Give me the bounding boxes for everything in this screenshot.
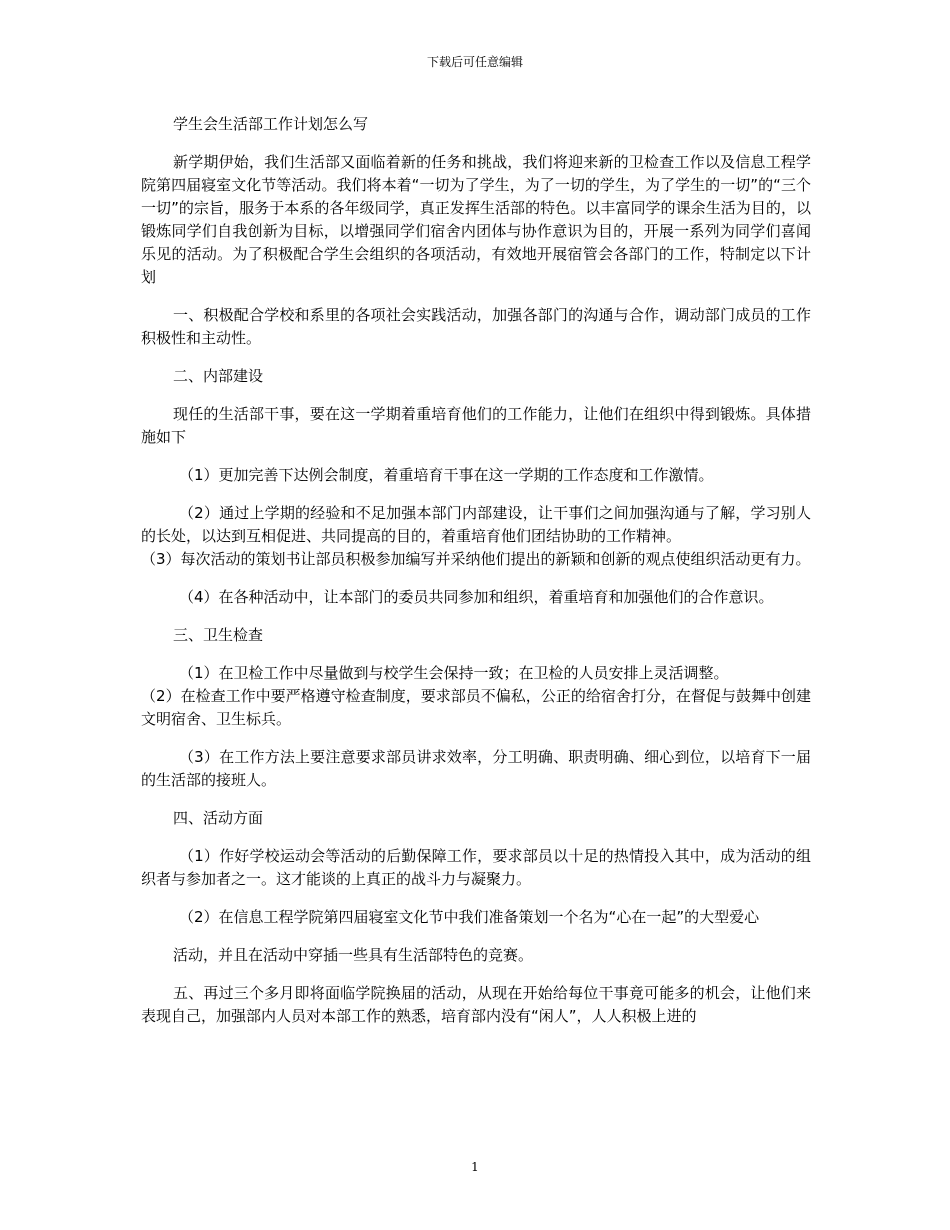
paragraph-intro: 新学期伊始，我们生活部又面临着新的任务和挑战，我们将迎来新的卫检查工作以及信息工程学院第四届寝室文化节等活动。我们将本着“一切为了学生，为了一切的学生，为了学生的一切”的“三个一切”的宗旨，服务于本系的各年级同学，真正发挥生活部的特色。以丰富同学的课余生活为目的，以锻炼同学们自我创新为目标，以增强同学们宿舍内团体与协作意识为目的，开展一系列为同学们喜闻乐见的活动。为了积极配合学生会组织的各项活动，有效地开展宿管会各部门的工作，特制定以下计划 — [141, 153, 811, 286]
page-header: 下载后可任意编辑 — [426, 55, 523, 69]
heading-section-4: 四、活动方面 — [173, 809, 264, 827]
list-item-3-3: （3）在工作方法上要注意要求部员讲求效率，分工明确、职责明确、细心到位，以培育下一届的生活部的接班人。 — [141, 748, 811, 789]
document-title: 学生会生活部工作计划怎么写 — [173, 115, 369, 133]
list-item-4-2: （2）在信息工程学院第四届寝室文化节中我们准备策划一个名为“心在一起”的大型爱心 — [179, 908, 760, 926]
list-item-4-2-continued: 活动，并且在活动中穿插一些具有生活部特色的竞赛。 — [173, 946, 534, 964]
heading-section-2: 二、内部建设 — [173, 367, 264, 385]
list-item-2-2: （2）通过上学期的经验和不足加强本部门内部建设，让干事们之间加强沟通与了解，学习别人的长处，以达到互相促进、共同提高的目的，着重培育他们团结协助的工作精神。 — [141, 504, 811, 545]
list-item-2-3: （3）每次活动的策划书让部员积极参加编写并采纳他们提出的新颖和创新的观点使组织活动更有力。 — [141, 550, 811, 568]
paragraph-section-2-intro: 现任的生活部干事，要在这一学期着重培育他们的工作能力，让他们在组织中得到锻炼。具体措施如下 — [141, 405, 811, 446]
list-item-2-1: （1）更加完善下达例会制度，着重培育干事在这一学期的工作态度和工作激情。 — [179, 466, 714, 484]
list-item-3-2: （2）在检查工作中要严格遵守检查制度，要求部员不偏私，公正的给宿舍打分，在督促与鼓舞中创建文明宿舍、卫生标兵。 — [141, 687, 811, 728]
document-body — [141, 113, 811, 1043]
heading-section-3: 三、卫生检查 — [173, 626, 264, 644]
list-item-3-1: （1）在卫检工作中尽量做到与校学生会保持一致；在卫检的人员安排上灵活调整。 — [179, 664, 729, 682]
list-item-2-4: （4）在各种活动中，让本部门的委员共同参加和组织，着重培育和加强他们的合作意识。 — [179, 588, 774, 606]
paragraph-section-5: 五、再过三个多月即将面临学院换届的活动，从现在开始给每位干事竟可能多的机会，让他们来表现自己，加强部内人员对本部工作的熟悉，培育部内没有“闲人”，人人积极上进的 — [141, 984, 811, 1025]
list-item-4-1: （1）作好学校运动会等活动的后勤保障工作，要求部员以十足的热情投入其中，成为活动的组织者与参加者之一。这才能谈的上真正的战斗力与凝聚力。 — [141, 847, 811, 888]
page-number: 1 — [471, 1160, 479, 1174]
paragraph-section-1: 一、积极配合学校和系里的各项社会实践活动，加强各部门的沟通与合作，调动部门成员的工作积极性和主动性。 — [141, 306, 811, 347]
